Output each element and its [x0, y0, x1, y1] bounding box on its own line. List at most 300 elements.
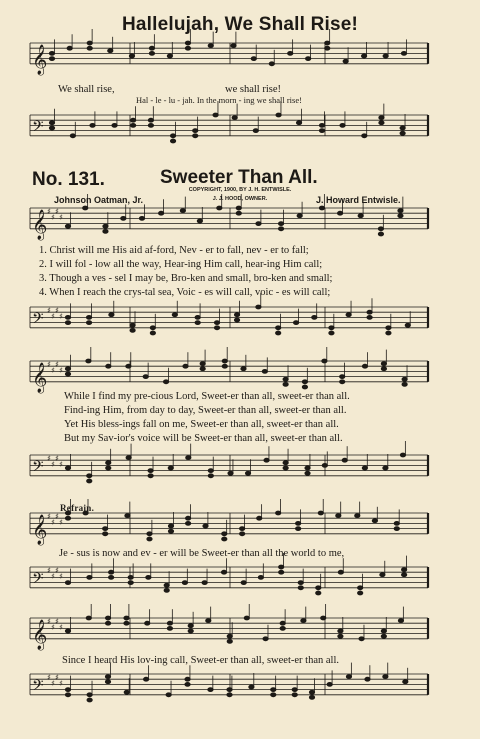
note-head	[271, 688, 276, 692]
note-head	[231, 44, 236, 48]
note-head	[271, 693, 276, 697]
note-head	[213, 113, 218, 117]
note-head	[167, 621, 172, 625]
note-head	[325, 41, 330, 45]
note-head	[256, 222, 261, 226]
note-head	[280, 627, 285, 631]
sharp-icon: ♯	[51, 572, 55, 581]
sharp-icon: ♯	[59, 213, 63, 222]
note-head	[65, 321, 70, 325]
note-head	[103, 224, 108, 228]
note-head	[400, 126, 405, 130]
note-head	[398, 209, 403, 213]
note-head	[278, 222, 283, 226]
note-head	[193, 134, 198, 138]
note-head	[149, 46, 154, 50]
note-head	[148, 118, 153, 122]
note-head	[358, 591, 363, 595]
note-head	[346, 313, 351, 317]
sharp-icon: ♯	[47, 306, 51, 315]
sharp-icon: ♯	[47, 207, 51, 216]
note-head	[112, 124, 117, 128]
note-head	[65, 688, 70, 692]
note-head	[319, 129, 324, 133]
note-head	[241, 581, 246, 585]
note-head	[312, 316, 317, 320]
note-head	[228, 471, 233, 475]
note-head	[403, 680, 408, 684]
note-head	[297, 214, 302, 218]
note-head	[244, 616, 249, 620]
note-head	[49, 57, 54, 61]
note-head	[249, 685, 254, 689]
note-head	[327, 683, 332, 687]
note-head	[147, 532, 152, 536]
note-head	[362, 364, 367, 368]
note-head	[170, 139, 175, 143]
note-head	[279, 565, 284, 569]
note-head	[365, 677, 370, 681]
note-head	[49, 126, 54, 130]
note-head	[288, 52, 293, 56]
note-head	[87, 41, 92, 45]
note-head	[222, 359, 227, 363]
note-head	[143, 375, 148, 379]
note-head	[150, 326, 155, 330]
note-head	[65, 367, 70, 371]
note-head	[279, 570, 284, 574]
hymn-number: No. 131.	[32, 169, 105, 190]
sharp-icon: ♯	[47, 617, 51, 626]
note-head	[383, 466, 388, 470]
note-head	[148, 474, 153, 478]
sharp-icon: ♯	[51, 518, 55, 527]
note-head	[182, 581, 187, 585]
note-head	[355, 514, 360, 518]
note-head	[294, 321, 299, 325]
note-head	[358, 214, 363, 218]
note-head	[322, 464, 327, 468]
note-head	[276, 113, 281, 117]
note-head	[227, 640, 232, 644]
top-lyric-1: We shall rise,	[58, 84, 115, 95]
note-head	[65, 516, 70, 520]
note-head	[208, 469, 213, 473]
sharp-icon: ♯	[51, 312, 55, 321]
note-head	[263, 637, 268, 641]
note-head	[296, 527, 301, 531]
note-head	[245, 471, 250, 475]
sharp-icon: ♯	[51, 213, 55, 222]
note-head	[149, 52, 154, 56]
note-head	[253, 129, 258, 133]
note-head	[398, 619, 403, 623]
note-head	[283, 461, 288, 465]
note-head	[130, 323, 135, 327]
note-head	[217, 206, 222, 210]
note-head	[170, 134, 175, 138]
note-head	[145, 621, 150, 625]
note-head	[278, 227, 283, 231]
sharp-icon: ♯	[59, 679, 63, 688]
note-head	[65, 629, 70, 633]
note-head	[336, 514, 341, 518]
note-head	[65, 316, 70, 320]
note-head	[264, 458, 269, 462]
sharp-icon: ♯	[55, 566, 59, 575]
note-head	[383, 54, 388, 58]
note-head	[222, 532, 227, 536]
clef-icon: 𝄢	[32, 457, 44, 479]
top-lyric-1b: we shall rise!	[225, 84, 281, 95]
note-head	[185, 683, 190, 687]
note-head	[87, 46, 92, 50]
verse-a-4: 4. When I reach the crys-tal sea, Voic - es will call, voic - es will call;	[39, 287, 331, 298]
note-head	[381, 629, 386, 633]
note-head	[105, 621, 110, 625]
note-head	[398, 214, 403, 218]
clef-icon: 𝄞	[32, 619, 48, 650]
sharp-icon: ♯	[51, 623, 55, 632]
note-head	[305, 466, 310, 470]
note-head	[121, 217, 126, 221]
note-head	[296, 121, 301, 125]
sharp-icon: ♯	[59, 312, 63, 321]
sharp-icon: ♯	[47, 566, 51, 575]
note-head	[276, 331, 281, 335]
note-head	[316, 586, 321, 590]
note-head	[106, 364, 111, 368]
note-head	[269, 62, 274, 66]
note-head	[195, 316, 200, 320]
note-head	[325, 46, 330, 50]
note-head	[378, 232, 383, 236]
note-head	[70, 134, 75, 138]
note-head	[108, 49, 113, 53]
clef-icon: 𝄢	[32, 569, 44, 591]
note-head	[322, 359, 327, 363]
refrain-lyric-2: Since I heard His lov-ing call, Sweet-er than all, sweet-er than all.	[62, 655, 339, 666]
clef-icon: 𝄢	[32, 676, 44, 698]
note-head	[380, 573, 385, 577]
note-head	[338, 629, 343, 633]
note-head	[383, 675, 388, 679]
note-head	[150, 331, 155, 335]
verse-a-3: 3. Though a ves - sel I may be, Bro-ken and small, bro-ken and small;	[39, 273, 333, 284]
sharp-icon: ♯	[55, 360, 59, 369]
note-head	[139, 217, 144, 221]
note-head	[109, 576, 114, 580]
note-head	[124, 616, 129, 620]
note-head	[208, 688, 213, 692]
note-head	[222, 364, 227, 368]
note-head	[359, 637, 364, 641]
note-head	[234, 313, 239, 317]
note-head	[67, 46, 72, 50]
note-head	[319, 206, 324, 210]
note-head	[318, 511, 323, 515]
note-head	[338, 634, 343, 638]
sharp-icon: ♯	[55, 512, 59, 521]
note-head	[302, 380, 307, 384]
note-head	[202, 581, 207, 585]
verse-b-2: Find-ing Him, from day to day, Sweet-er than all, sweet-er than all.	[64, 405, 347, 416]
copyright-line-1: COPYRIGHT, 1900, BY J. H. ENTWISLE.	[188, 187, 292, 193]
note-head	[168, 466, 173, 470]
note-head	[197, 219, 202, 223]
note-head	[240, 527, 245, 531]
note-head	[65, 466, 70, 470]
clef-icon: 𝄞	[32, 514, 48, 545]
hymn-title: Sweeter Than All.	[160, 167, 318, 188]
note-head	[283, 383, 288, 387]
note-head	[301, 619, 306, 623]
note-head	[362, 466, 367, 470]
sharp-icon: ♯	[55, 306, 59, 315]
note-head	[185, 677, 190, 681]
note-head	[292, 688, 297, 692]
note-head	[367, 310, 372, 314]
note-head	[262, 370, 267, 374]
note-head	[381, 367, 386, 371]
note-head	[144, 677, 149, 681]
note-head	[159, 211, 164, 215]
note-head	[109, 570, 114, 574]
clef-icon: 𝄢	[32, 117, 44, 139]
sharp-icon: ♯	[55, 673, 59, 682]
sharp-icon: ♯	[51, 366, 55, 375]
sharp-icon: ♯	[51, 679, 55, 688]
verse-b-4: But my Sav-ior's voice will be Sweet-er than all, sweet-er than all.	[64, 433, 343, 444]
note-head	[283, 466, 288, 470]
note-head	[280, 621, 285, 625]
sharp-icon: ♯	[59, 460, 63, 469]
top-lyric-2: Hal - le - lu - jah. In the morn - ing we shall rise!	[136, 95, 302, 105]
note-head	[346, 675, 351, 679]
verse-b-3: Yet His bless-ings fall on me, Sweet-er than all, sweet-er than all.	[64, 419, 339, 430]
note-head	[164, 589, 169, 593]
note-head	[321, 616, 326, 620]
note-head	[129, 54, 134, 58]
sharp-icon: ♯	[47, 454, 51, 463]
note-head	[167, 627, 172, 631]
note-head	[65, 372, 70, 376]
sharp-icon: ♯	[47, 673, 51, 682]
note-head	[109, 313, 114, 317]
note-head	[87, 693, 92, 697]
note-head	[340, 375, 345, 379]
verse-b-1: While I find my pre-cious Lord, Sweet-er than all, sweet-er than all.	[64, 391, 350, 402]
note-head	[200, 362, 205, 366]
note-head	[195, 321, 200, 325]
note-head	[306, 57, 311, 61]
note-head	[65, 581, 70, 585]
note-head	[367, 316, 372, 320]
note-head	[147, 537, 152, 541]
note-head	[163, 380, 168, 384]
note-head	[400, 131, 405, 135]
note-head	[222, 537, 227, 541]
note-head	[106, 461, 111, 465]
note-head	[402, 377, 407, 381]
note-head	[208, 474, 213, 478]
sharp-icon: ♯	[55, 207, 59, 216]
note-head	[106, 466, 111, 470]
note-head	[200, 367, 205, 371]
note-head	[241, 367, 246, 371]
note-head	[394, 522, 399, 526]
note-head	[402, 573, 407, 577]
note-head	[405, 323, 410, 327]
note-head	[386, 331, 391, 335]
note-head	[236, 211, 241, 215]
sharp-icon: ♯	[55, 617, 59, 626]
note-head	[214, 321, 219, 325]
note-head	[130, 329, 135, 333]
note-head	[49, 52, 54, 56]
note-head	[402, 383, 407, 387]
note-head	[86, 359, 91, 363]
top-hymn-title: Hallelujah, We Shall Rise!	[121, 14, 359, 35]
note-head	[227, 634, 232, 638]
note-head	[379, 121, 384, 125]
note-head	[105, 680, 110, 684]
note-head	[87, 474, 92, 478]
note-head	[128, 576, 133, 580]
note-head	[49, 121, 54, 125]
note-head	[309, 696, 314, 700]
note-head	[90, 124, 95, 128]
note-head	[232, 116, 237, 120]
note-head	[126, 456, 131, 460]
note-head	[86, 316, 91, 320]
sharp-icon: ♯	[59, 572, 63, 581]
note-head	[302, 385, 307, 389]
note-head	[386, 326, 391, 330]
note-head	[148, 124, 153, 128]
sharp-icon: ♯	[51, 460, 55, 469]
clef-icon: 𝄞	[32, 362, 48, 393]
note-head	[236, 206, 241, 210]
sharp-icon: ♯	[47, 360, 51, 369]
clef-icon: 𝄢	[32, 309, 44, 331]
note-head	[343, 59, 348, 63]
note-head	[125, 514, 130, 518]
note-head	[146, 576, 151, 580]
note-head	[103, 532, 108, 536]
note-head	[227, 693, 232, 697]
verse-a-1: 1. Christ will me His aid af-ford, Nev - er to fall, nev - er to fall;	[39, 245, 309, 256]
note-head	[378, 227, 383, 231]
note-head	[309, 690, 314, 694]
note-head	[296, 522, 301, 526]
note-head	[338, 570, 343, 574]
sharp-icon: ♯	[47, 512, 51, 521]
note-head	[214, 326, 219, 330]
note-head	[362, 134, 367, 138]
composer: J. Howard Entwisle.	[316, 195, 401, 205]
note-head	[203, 524, 208, 528]
note-head	[86, 616, 91, 620]
sharp-icon: ♯	[59, 623, 63, 632]
note-head	[329, 326, 334, 330]
note-head	[131, 124, 136, 128]
note-head	[292, 693, 297, 697]
clef-icon: 𝄞	[32, 209, 48, 240]
note-head	[381, 634, 386, 638]
note-head	[65, 224, 70, 228]
note-head	[148, 469, 153, 473]
copyright-line-2: J. J. HOOD, OWNER.	[212, 196, 268, 202]
note-head	[358, 586, 363, 590]
note-head	[394, 527, 399, 531]
note-head	[221, 570, 226, 574]
verse-a-2: 2. I will fol - low all the way, Hear-ing Him call, hear-ing Him call;	[39, 259, 323, 270]
note-head	[340, 124, 345, 128]
note-head	[337, 211, 342, 215]
note-head	[65, 693, 70, 697]
lyricist: Johnson Oatman, Jr.	[54, 195, 144, 205]
note-head	[166, 693, 171, 697]
note-head	[240, 532, 245, 536]
note-head	[316, 591, 321, 595]
note-head	[180, 209, 185, 213]
note-head	[103, 527, 108, 531]
note-head	[258, 576, 263, 580]
note-head	[186, 516, 191, 520]
note-head	[185, 46, 190, 50]
note-head	[186, 522, 191, 526]
note-head	[164, 583, 169, 587]
note-head	[329, 331, 334, 335]
note-head	[340, 380, 345, 384]
note-head	[276, 511, 281, 515]
note-head	[276, 326, 281, 330]
note-head	[193, 129, 198, 133]
note-head	[103, 230, 108, 234]
sharp-icon: ♯	[55, 454, 59, 463]
note-head	[86, 321, 91, 325]
refrain-label: Refrain.	[60, 503, 95, 513]
note-head	[400, 453, 405, 457]
note-head	[126, 364, 131, 368]
note-head	[188, 624, 193, 628]
note-head	[105, 675, 110, 679]
note-head	[401, 52, 406, 56]
sharp-icon: ♯	[59, 518, 63, 527]
note-head	[298, 581, 303, 585]
note-head	[124, 621, 129, 625]
note-head	[128, 581, 133, 585]
note-head	[83, 206, 88, 210]
note-head	[227, 688, 232, 692]
note-head	[87, 576, 92, 580]
note-head	[167, 54, 172, 58]
note-head	[402, 568, 407, 572]
sharp-icon: ♯	[59, 366, 63, 375]
note-head	[185, 41, 190, 45]
note-head	[208, 44, 213, 48]
note-head	[251, 57, 256, 61]
note-head	[256, 305, 261, 309]
note-head	[124, 690, 129, 694]
refrain-lyric-1: Je - sus is now and ev - er will be Sweet-er than all the world to me,	[59, 548, 345, 559]
note-head	[372, 519, 377, 523]
note-head	[234, 318, 239, 322]
note-head	[168, 524, 173, 528]
note-head	[183, 364, 188, 368]
note-head	[381, 362, 386, 366]
